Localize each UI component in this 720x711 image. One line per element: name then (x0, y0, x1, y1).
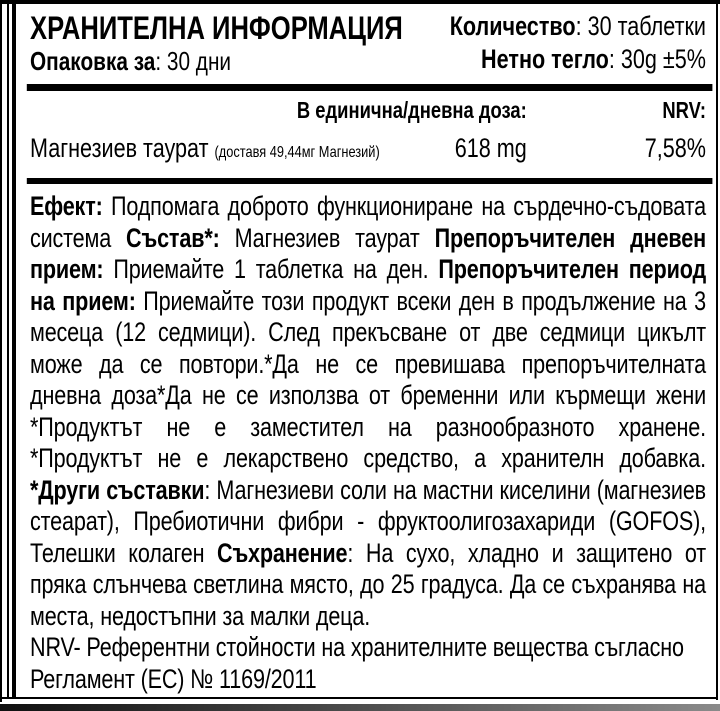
nutrient-note: (доставя 49,44мг Магнезий) (214, 144, 380, 161)
nutrient-name-text: Магнезиев таурат (30, 133, 209, 163)
nutrient-nrv: 7,58% (644, 133, 706, 163)
footnote-line: NRV- Референтни стойности на хранителните вещества съгласно (30, 632, 684, 662)
body-text-segment: Приемайте този продукт всеки ден в продължение на 3 месеца (12 седмици). След прекъсване от две седмици цикълт може да се повтори.*Да не се превишава препоръчителната дневна доза*Да не се използва от бременни или кърмещи жени *Продуктът не е заместител на разнообразното хранене. *Продуктът не е лекарствено средство, а хранителн добавка. (30, 285, 707, 473)
quantity-line (450, 10, 706, 43)
quantity-value: : 30 таблетки (575, 11, 706, 41)
divider-rule-top (27, 84, 713, 91)
label-border-bottom (0, 697, 718, 699)
label-border-left-thick (12, 2, 16, 698)
dose-table-header (30, 91, 706, 124)
body-bold-segment: Ефект: (30, 191, 103, 221)
label-border-left-thin (7, 2, 9, 698)
body-bold-segment: Препоръчителен период на прием: (30, 254, 706, 316)
body-paragraph (30, 191, 706, 632)
body-bold-segment: Състав*: (126, 222, 220, 253)
divider-rule-bottom (27, 178, 713, 184)
table-row (30, 133, 706, 168)
body-bold-segment: Съхранение (217, 537, 348, 568)
nrv-column-header: NRV: (662, 97, 706, 123)
body-bold-segment: *Други съставки (30, 474, 205, 505)
footnote-line: Регламент (ЕС) № 1169/2011 (30, 663, 317, 694)
label-header (30, 10, 706, 76)
pack-label: Опаковка за (30, 46, 156, 76)
net-weight-label: Нетно тегло (481, 44, 609, 74)
body-bold-segment: Препоръчителен дневен прием: (30, 222, 706, 284)
pack-info (30, 46, 403, 76)
nutrient-amount: 618 mg (454, 133, 527, 163)
body-text-segment: : Магнезиеви соли на мастни киселини (магнезиев стеарат), Пребиотични фибри - фруктоолигозахариди (GOFOS), Телешки колаген (30, 474, 706, 568)
net-weight-value: : 30g ±5% (608, 44, 706, 74)
header-left (30, 10, 403, 76)
pack-value: : 30 дни (155, 46, 232, 76)
label-border-top (0, 0, 720, 4)
body-text-segment: Подпомага доброто функциониране на сърдечно-съдовата система (30, 191, 707, 253)
header-right (450, 10, 706, 76)
scan-bottom-shadow (0, 704, 720, 711)
quantity-label: Количество (449, 11, 576, 41)
label-title: ХРАНИТЕЛНА ИНФОРМАЦИЯ (30, 10, 403, 46)
label-border-left-outer (0, 0, 2, 702)
footnote (30, 632, 706, 695)
body-text-segment: Магнезиев таурат (219, 222, 435, 253)
dose-column-header: В единична/дневна доза: (296, 97, 527, 123)
nutrient-name (30, 133, 407, 168)
body-text-segment: : На сухо, хладно и защитено от пряка слънчева светлина място, до 25 градуса. Да се съхранява на места, недостъпни за малки деца. (30, 537, 706, 631)
label-border-right (716, 0, 718, 700)
label-content (30, 10, 706, 695)
body-text-segment: Приемайте 1 таблетка на ден. (103, 254, 439, 284)
net-weight-line (450, 43, 706, 76)
